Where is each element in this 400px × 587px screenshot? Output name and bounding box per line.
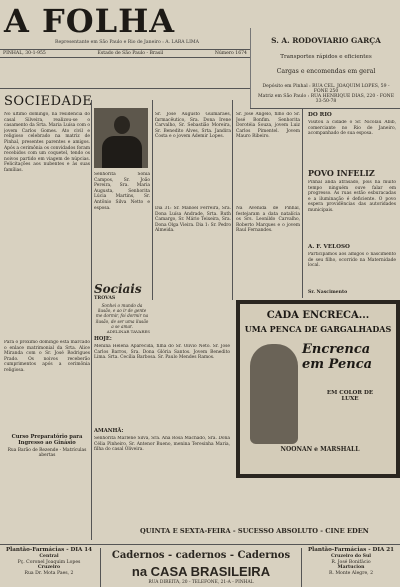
pharmacy-right-addr2: R. Monte Alegre, 2	[328, 571, 374, 577]
right-text-3: Participamos aos amigos o nascimento de seu filho, ocorrido na Maternidade local.	[308, 252, 396, 269]
cinema-line2: UMA PENCA DE GARGALHADAS	[244, 324, 392, 334]
sociais-box	[94, 282, 150, 335]
rule	[0, 88, 250, 89]
sociais-subtitle: TROVAS	[94, 296, 116, 301]
sociais-author: ADELINAR TAVARES	[106, 329, 150, 335]
rodoviario-line3: Depósito em Pinhal : RUA CEL. JOAQUIM LOPES, 59 - FONE 250	[262, 84, 390, 94]
portrait-body	[102, 136, 142, 168]
bottom-separator	[0, 544, 400, 545]
dateline	[0, 49, 250, 58]
pharmacy-box-right	[302, 548, 400, 587]
column-3b: Senhorita Marlene Silva, Sra. Ana Rosa Machado, Sra. Dona Célia Pinheiro, Sr. Antenor Bueno, menina Teresinha Maria, filha do casal Oliveira.	[94, 436, 230, 453]
casa-name: na CASA BRASILEIRA	[131, 564, 271, 579]
portrait-photo	[94, 108, 148, 168]
pharmacy-right-name: Cruzeiro do Sul	[330, 553, 372, 559]
column-1b: Para o próximo domingo está marcado o enlace matrimonial da Srta. Alice Miranda com o Sr. José Rodrigues Prado. Os noivos receberão cumprimentos após a cerimônia religiosa.	[4, 340, 90, 373]
cinema-ad-inner	[240, 304, 396, 474]
pharmacy-left-name2: Cruzeiro	[37, 565, 61, 571]
dateline-right: Número 1674	[214, 51, 247, 56]
column-divider	[91, 100, 92, 540]
pharmacy-left-addr2: Rua Dr. Mota Paes, 2	[24, 571, 74, 577]
rodoviario-line2: Cargas e encomendas em geral	[276, 68, 376, 75]
masthead	[0, 0, 250, 58]
dateline-center: Estado de São Paulo - Brasil	[97, 51, 164, 56]
pharmacy-left-name: Central	[39, 553, 59, 559]
curso-text: Rua Barão de Rezende - Matrículas abertas	[7, 448, 87, 458]
cinema-line1: CADA ENCRECA...	[266, 310, 370, 321]
right-head-1: DO RIO	[308, 112, 332, 118]
casa-address: RUA DIREITA, 20 - TELEFONE, 21-A - PINHAL	[148, 580, 254, 585]
cinema-advertisement	[236, 300, 400, 478]
cinema-color: EM COLOR DE LUXE	[326, 390, 374, 402]
rodoviario-line4: Matriz em São Paulo : RUA HENRIQUE DIAS, 220 - FONE 33-50-78	[257, 94, 395, 104]
hoje-heading: HOJE:	[94, 336, 112, 342]
curso-title: Curso Preparatório para Ingresso ao Ginásio	[11, 434, 83, 446]
cinema-cast: NOONAN e MARSHALL	[280, 446, 360, 453]
rodoviario-line1: Transportes rápidos e eficientes	[280, 54, 372, 60]
cinema-footer: QUINTA E SEXTA-FEIRA - SUCESSO ABSOLUTO - CINE EDEN	[140, 527, 369, 535]
newspaper-logo: A FOLHA	[4, 2, 176, 40]
pharmacy-right-head: Plantão-Farmácias - DIA 21	[307, 547, 395, 553]
right-text-1: Visitou a cidade o Sr. Nicolau Abib, comerciante no Rio de Janeiro, acompanhado de sua esposa.	[308, 120, 396, 137]
column-3: Menina Helena Aparecida, filha do Sr. Olívio Neto. Sr. José Carlos Barros, Sra. Dona Glória Santos. Jovem Benedito Lima. Srta. Cecília Barbosa. Sr. Paulo Mendes Ramos.	[94, 344, 230, 361]
sociais-quote: Sonhei o mundo da ilusão, e ao ir de gente me dormir, foi dormir na ilusão, de ser uma ilusão a se amar.	[95, 303, 149, 329]
cinema-figure-illustration	[250, 344, 298, 444]
column-4: Sr. José Augusto Guimarães, farmacêutico, Sra. Dona Irene Carvalho, Sr. Sebastião Moreira, Sr. Benedito Alves, Srta. Jandira Costa e o jovem Ademir Lopes.	[155, 112, 231, 140]
pharmacy-left-addr: Pç. Coronel Joaquim Lopes	[17, 559, 81, 565]
casa-brasileira-advertisement	[100, 548, 302, 587]
right-head-3: A. F. VELOSO	[308, 244, 350, 250]
portrait-head	[114, 116, 130, 134]
cinema-title: Encrenca em Penca	[302, 342, 373, 372]
pharmacy-box-left	[0, 548, 98, 587]
amanha-heading: AMANHÃ:	[94, 428, 124, 434]
rodoviario-advertisement	[250, 28, 400, 108]
pharmacy-right-name2: Martucion	[337, 565, 365, 571]
column-divider	[152, 100, 153, 300]
curso-box	[4, 434, 90, 458]
column-5: Sr. José Ângelo, filho do Sr. José Bonfim. Senhorita Dorotéia Souza, jovem Luiz Carlos Pimentel. Jovem Mauro Ribeiro.	[236, 112, 300, 140]
right-head-4: Sr. Nascimento	[308, 290, 348, 295]
column-5b: Na Avenida de Pinhal, festejaram a data natalícia os Srs. Leonildo Carvalho, Roberto Marques e o jovem Raul Fernandes.	[236, 206, 300, 234]
column-divider	[302, 108, 303, 298]
masthead-subtitle: Representante em São Paulo e Rio de Janeiro : A. LARA LIMA	[55, 40, 199, 45]
pharmacy-left-head: Plantão-Farmácias - DIA 14	[5, 547, 93, 553]
dateline-left: PINHAL, 30-1-955	[3, 51, 46, 56]
section-title: SOCIEDADE	[4, 94, 93, 109]
column-4b: Dia 31: Sr. Manoel Ferreira, Sra. Dona Luísa Andrade, Srta. Ruth Camargo, Sr. Mário Teixeira, Sra. Dona Olga Vieira. Dia 1: Sr. Pedro Almeida.	[155, 206, 231, 234]
rodoviario-title: S. A. RODOVIARIO GARÇA	[271, 36, 381, 45]
right-head-2: POVO INFELIZ	[308, 168, 375, 178]
column-divider	[232, 100, 233, 300]
casa-top: Cadernos - cadernos - Cadernos	[111, 550, 291, 561]
column-2: Senhorita Sonia Campos, Sr. João Pereira, Sra. Maria Augusta, Senhorita Lúcia Martins, Sr. Antônio Silva Netto e esposa.	[94, 172, 150, 211]
sociais-title: Sociais	[94, 282, 142, 296]
column-1: No último domingo, na residência do casal Silveira, realizou-se o casamento da Srta. Maria Luísa com o jovem Carlos Gomes. Ato civil e religioso celebrado na matriz de Pinhal, presentes parentes e amigos. Após a cerimônia os convidados foram recebidos com um coquetel, tendo os noivos partido em viagem de núpcias. Felicitações aos nubentes e às suas famílias.	[4, 112, 90, 173]
rule	[250, 108, 400, 109]
pharmacy-right-addr: R. José Bonifácio	[331, 559, 371, 565]
right-text-2: Pinhal anda atrasado, pois há muito tempo ninguém ouve falar em progresso. As ruas estão esburacadas e a iluminação é deficiente. O povo espera providências das autoridades municipais.	[308, 180, 396, 213]
